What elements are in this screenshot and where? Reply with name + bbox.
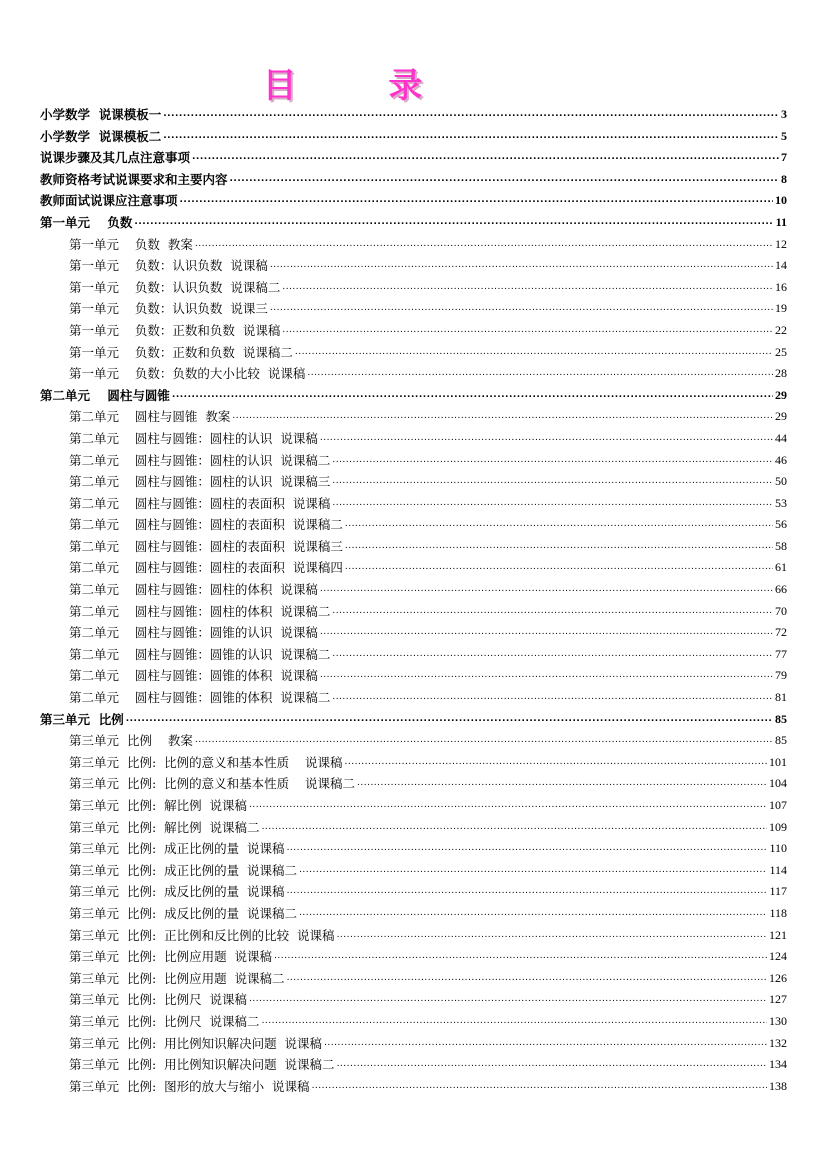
toc-entry-label: 第二单元 圆柱与圆锥：圆锥的体积 说课稿	[69, 668, 318, 684]
toc-page-number: 109	[769, 819, 787, 834]
toc-page-number: 107	[769, 798, 787, 812]
toc-page-number: 101	[769, 754, 787, 769]
toc-entry-label: 第三单元 比例: 比例的意义和基本性质 说课稿二	[69, 776, 355, 792]
toc-page-number: 22	[775, 322, 787, 337]
page-title: 目 录	[262, 66, 463, 106]
toc-page-number: 19	[775, 301, 787, 316]
toc-page-number: 132	[769, 1035, 787, 1050]
toc-page-number: 114	[769, 862, 787, 877]
toc-page-number: 29	[775, 409, 787, 424]
toc-page-number: 81	[775, 690, 787, 705]
toc-page-number: 124	[769, 949, 787, 964]
toc-entry-label: 第三单元 比例: 比例尺 说课稿	[69, 992, 248, 1008]
toc-page-number: 130	[769, 1013, 787, 1028]
toc-entry-label: 第二单元 圆柱与圆锥：圆锥的体积 说课稿二	[69, 690, 331, 706]
table-of-contents	[0, 104, 827, 1097]
toc-entry-label: 第二单元 圆柱与圆锥：圆锥的认识 说课稿	[69, 625, 318, 641]
toc-page-number: 11	[775, 214, 787, 229]
toc-entry-label: 第三单元 比例: 用比例知识解决问题 说课稿	[69, 1035, 323, 1051]
toc-page-number: 70	[775, 603, 787, 618]
toc-dot-leader	[312, 1073, 767, 1098]
toc-entry-label: 第二单元 圆柱与圆锥：圆柱的体积 说课稿	[69, 582, 318, 598]
toc-page-number: 110	[769, 841, 787, 856]
toc-entry-label: 第三单元 比例: 成反比例的量 说课稿	[69, 884, 285, 900]
toc-page-number: 46	[775, 452, 787, 467]
toc-subentry[interactable]	[0, 1076, 827, 1098]
toc-page-number: 121	[769, 927, 787, 942]
toc-page-number: 25	[775, 344, 787, 359]
toc-entry-label: 第二单元 圆柱与圆锥 教案	[69, 409, 231, 425]
toc-entry-label: 第三单元 比例: 解比例 说课稿二	[69, 819, 260, 835]
toc-page-number: 126	[769, 970, 787, 985]
toc-page-number: 117	[769, 884, 787, 899]
toc-entry-label: 第三单元 比例: 正比例和反比例的比较 说课稿	[69, 927, 335, 943]
toc-entry-label: 第二单元 圆柱与圆锥：圆柱的体积 说课稿二	[69, 603, 331, 619]
toc-entry-label: 第一单元 负数：正数和负数 说课稿	[69, 322, 281, 338]
toc-entry-label: 第二单元 圆柱与圆锥：圆柱的认识 说课稿三	[69, 474, 331, 490]
toc-entry-label: 第一单元 负数：认识负数 说课三	[69, 301, 268, 317]
toc-entry-label: 第二单元 圆柱与圆锥	[40, 387, 170, 403]
toc-page-number: 66	[775, 582, 787, 597]
toc-entry-label: 第三单元 比例	[40, 711, 124, 727]
toc-entry-label: 第三单元 比例: 比例的意义和基本性质 说课稿	[69, 754, 343, 770]
toc-entry-label: 第一单元 负数 教案	[69, 236, 193, 252]
toc-page-number: 58	[775, 538, 787, 553]
toc-entry-label: 第二单元 圆柱与圆锥：圆柱的表面积 说课稿四	[69, 560, 343, 576]
toc-entry-label: 第三单元 比例: 比例尺 说课稿二	[69, 1013, 260, 1029]
toc-entry-label: 说课步骤及其几点注意事项	[40, 150, 191, 166]
toc-page-number: 118	[769, 905, 787, 920]
toc-page-number: 8	[781, 171, 787, 186]
toc-entry-label: 第三单元 比例: 解比例 说课稿	[69, 798, 248, 813]
toc-page-number: 134	[769, 1057, 787, 1072]
toc-entry-label: 第三单元 比例: 图形的放大与缩小 说课稿	[69, 1078, 310, 1094]
toc-page-number: 50	[775, 474, 787, 489]
toc-entry-label: 第三单元 比例: 成正比例的量 说课稿二	[69, 862, 298, 878]
toc-entry-label: 第一单元 负数：正数和负数 说课稿二	[69, 344, 293, 360]
toc-entry-label: 第二单元 圆柱与圆锥：圆锥的认识 说课稿二	[69, 646, 331, 662]
toc-entry-label: 第二单元 圆柱与圆锥：圆柱的认识 说课稿二	[69, 452, 331, 468]
toc-page-number: 29	[775, 387, 787, 402]
toc-entry-label: 第一单元 负数：负数的大小比较 说课稿	[69, 366, 306, 382]
toc-page-number: 10	[775, 193, 787, 208]
toc-page-number: 127	[769, 992, 787, 1007]
toc-page-number: 138	[769, 1078, 787, 1093]
toc-entry-label: 第二单元 圆柱与圆锥：圆柱的表面积 说课稿二	[69, 517, 343, 533]
toc-page-number: 7	[781, 150, 787, 165]
toc-entry-label: 小学数学 说课模板一	[40, 107, 162, 122]
toc-page-number: 53	[775, 495, 787, 510]
toc-entry-label: 第三单元 比例: 成正比例的量 说课稿	[69, 841, 285, 857]
toc-page-number: 72	[775, 625, 787, 640]
toc-page-number: 28	[775, 366, 787, 381]
toc-page-number: 5	[781, 128, 787, 143]
toc-entry-label: 第三单元 比例: 用比例知识解决问题 说课稿二	[69, 1057, 335, 1073]
toc-page-number: 56	[775, 517, 787, 532]
toc-entry-label: 第二单元 圆柱与圆锥：圆柱的表面积 说课稿三	[69, 538, 343, 554]
toc-page-number: 77	[775, 646, 787, 661]
toc-page-number: 44	[775, 430, 787, 445]
toc-entry-label: 第三单元 比例 教案	[69, 733, 193, 749]
toc-page-number: 79	[775, 668, 787, 683]
toc-entry-label: 第三单元 比例: 比例应用题 说课稿二	[69, 970, 285, 986]
toc-page-number: 16	[775, 279, 787, 294]
toc-entry-label: 第三单元 比例: 比例应用题 说课稿	[69, 949, 273, 965]
toc-page-number: 3	[781, 107, 787, 121]
toc-entry-label: 教师资格考试说课要求和主要内容	[40, 171, 228, 187]
toc-page-number: 14	[775, 258, 787, 273]
toc-entry-label: 第二单元 圆柱与圆锥：圆柱的表面积 说课稿	[69, 495, 331, 511]
toc-entry-label: 教师面试说课应注意事项	[40, 193, 178, 209]
toc-page-number: 104	[769, 776, 787, 791]
toc-entry-label: 小学数学 说课模板二	[40, 128, 162, 144]
toc-page-number: 12	[775, 236, 787, 251]
toc-page-number: 85	[775, 711, 787, 726]
toc-entry-label: 第二单元 圆柱与圆锥：圆柱的认识 说课稿	[69, 430, 318, 446]
toc-entry-label: 第三单元 比例: 成反比例的量 说课稿二	[69, 905, 298, 921]
toc-entry-label: 第一单元 负数	[40, 214, 133, 230]
toc-page-number: 85	[775, 733, 787, 748]
toc-page-number: 61	[775, 560, 787, 575]
toc-entry-label: 第一单元 负数：认识负数 说课稿二	[69, 279, 281, 295]
toc-entry-label: 第一单元 负数：认识负数 说课稿	[69, 258, 268, 274]
